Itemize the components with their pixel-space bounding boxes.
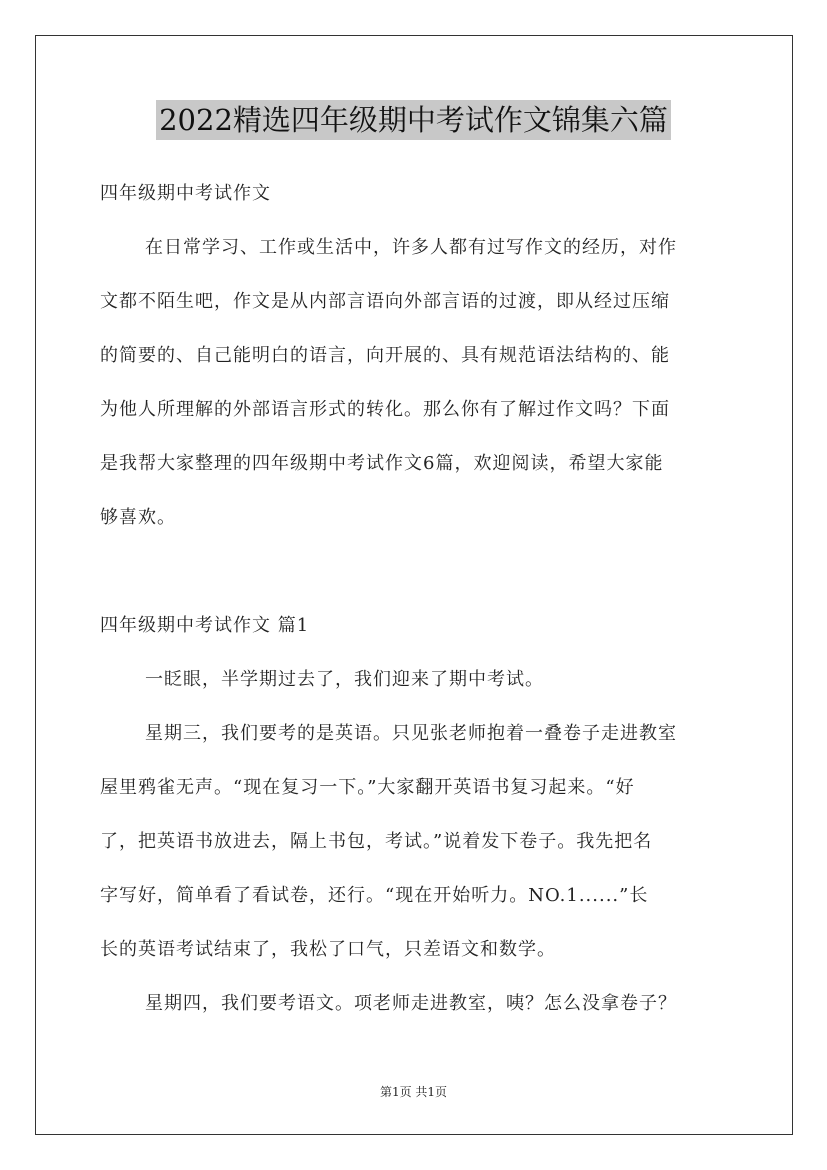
essay-paragraph: 星期四，我们要考语文。项老师走进教室，咦？怎么没拿卷子？ <box>145 993 677 1014</box>
intro-line: 在日常学习、工作或生活中，许多人都有过写作文的经历，对作 <box>145 237 677 258</box>
essay-line: 字写好，简单看了看试卷，还行。“现在开始听力。NO.1......”长 <box>100 885 649 906</box>
intro-line: 是我帮大家整理的四年级期中考试作文6篇，欢迎阅读，希望大家能 <box>100 453 664 474</box>
intro-line: 为他人所理解的外部语言形式的转化。那么你有了解过作文吗？下面 <box>100 399 670 420</box>
document-title: 2022精选四年级期中考试作文锦集六篇 <box>156 100 671 140</box>
intro-line: 够喜欢。 <box>100 507 176 528</box>
essay-heading: 四年级期中考试作文 篇1 <box>100 615 310 636</box>
intro-line: 文都不陌生吧，作文是从内部言语向外部言语的过渡，即从经过压缩 <box>100 291 670 312</box>
section-heading: 四年级期中考试作文 <box>100 183 271 204</box>
page-footer: 第1页 共1页 <box>379 1085 448 1099</box>
essay-line: 星期三，我们要考的是英语。只见张老师抱着一叠卷子走进教室 <box>145 723 677 744</box>
essay-line: 了，把英语书放进去，隔上书包，考试。”说着发下卷子。我先把名 <box>100 831 653 852</box>
intro-line: 的简要的、自己能明白的语言，向开展的、具有规范语法结构的、能 <box>100 345 670 366</box>
essay-line: 屋里鸦雀无声。“现在复习一下。”大家翻开英语书复习起来。“好 <box>100 777 635 798</box>
title-container <box>0 100 827 140</box>
essay-paragraph: 一眨眼，半学期过去了，我们迎来了期中考试。 <box>145 669 544 690</box>
essay-line: 长的英语考试结束了，我松了口气，只差语文和数学。 <box>100 939 556 960</box>
